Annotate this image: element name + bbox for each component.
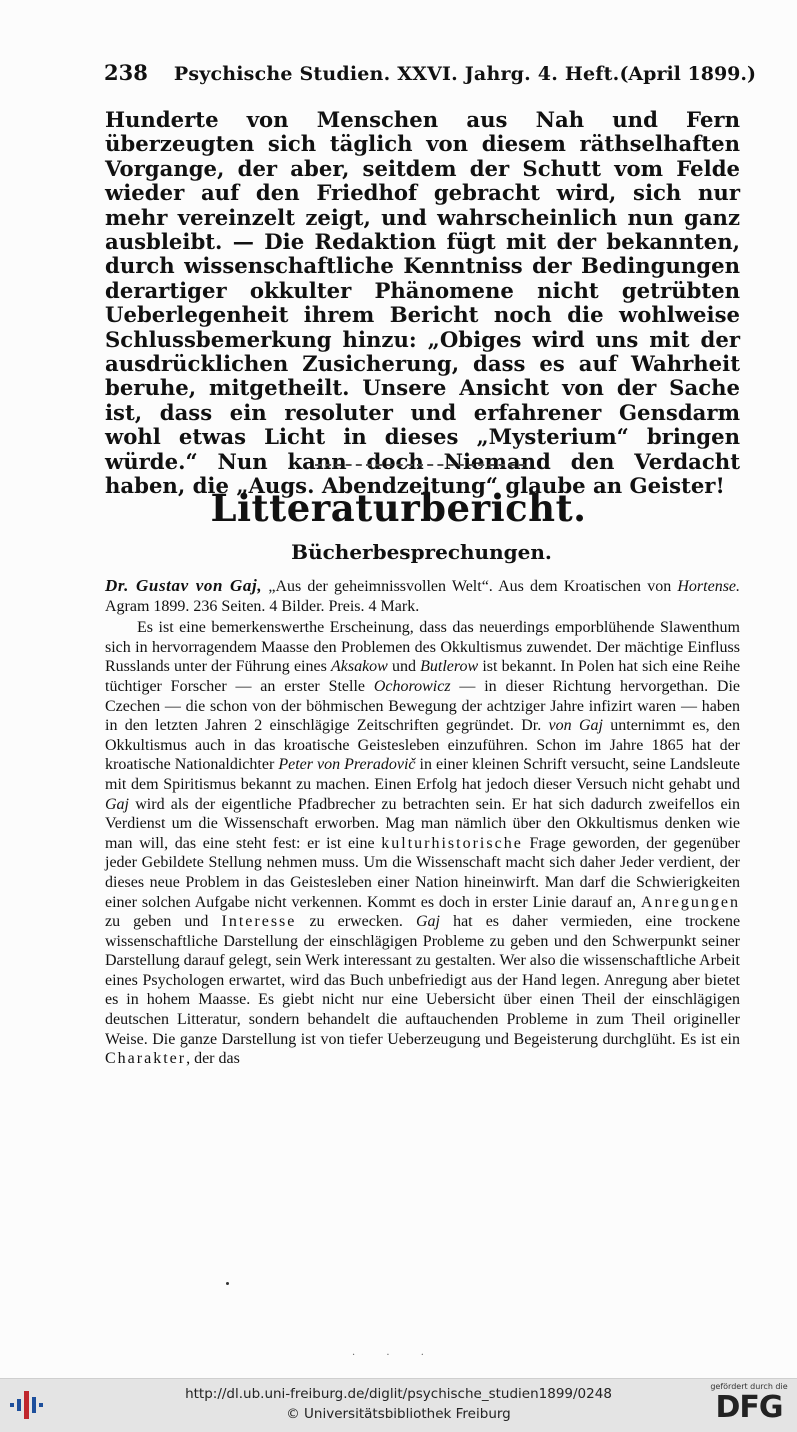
person-name: Ochorowicz [373,677,451,695]
review-text: und [391,658,416,676]
permalink-url[interactable]: http://dl.ub.uni-freiburg.de/diglit/psychische_studien1899/0248 [185,1386,612,1402]
section-divider [315,464,525,468]
review-text: hat es daher vermieden, eine trockene wissenschaftliche Darstellung der einschlägigen Probleme zu geben und den Schwerpunkt seiner Darstellung darauf gelegt, sein Werk interessant zu gestalten. Wer also die wissenschaftliche Arbeit eines Psychologen erwartet, wird das Buch unbefriedigt aus der Hand legen. Anregung aber bietet es in hohem Maasse. Es giebt nicht nur eine Uebersicht über einen Theil der einschlägigen deutschen Litteratur, sondern behandelt die auftauchenden Probleme in zum Theil origineller Weise. Die ganze Darstellung ist von tiefer Ueberzeugung und Begeisterung durchglüht. Es ist ein [105,913,741,1048]
translator-name: Hortense. [677,578,741,595]
spaced-emphasis: Charakter [105,1050,187,1068]
section-title: Litteraturbericht. [210,486,587,530]
review-text: zu erwecken. [309,913,403,931]
person-name: Peter von Preradovič [278,756,416,774]
person-name: Aksakow [330,658,388,676]
review-text: — in dieser Richtung hervorgethan. Die Czechen — die schon von der böhmischen Bewegung der achtziger Jahre infizirt waren — haben in den letzten Jahren 2 einschlägige Zeitschriften gegründet. Dr. [105,677,741,735]
book-review [105,576,740,1069]
spaced-emphasis: Interesse [221,913,297,931]
issue-date: (April 1899.) [619,63,756,85]
spaced-emphasis: kulturhistorische [381,834,523,852]
person-name: Butlerow [420,658,479,676]
review-text: Es ist eine bemerkenswerthe Erscheinung, dass das neuerdings emporblühende Slawenthum sich in hervorragendem Maasse den Problemen des Okkultismus zuwendet. Der mächtige Einfluss Russlands unter der Führung eines [105,619,740,676]
copyright-notice: © Universitätsbibliothek Freiburg [286,1406,511,1422]
review-text: zu geben und [105,913,209,931]
spaced-emphasis: Anregungen [640,893,741,911]
person-name: von Gaj [548,717,603,735]
running-header [104,60,756,85]
running-title: Psychische Studien. XXVI. Jahrg. 4. Heft. [173,63,620,85]
continued-article-text [105,108,740,499]
person-name: Gaj [105,795,129,813]
print-specks: · · · [352,1350,438,1361]
review-text: in einer kleinen Schrift versucht, seine Landsleute mit dem Spiritismus bekannt zu machen. Einen Erfolg hat jedoch dieser Versuch nicht gehabt und [105,756,741,793]
publication-details: Agram 1899. 236 Seiten. 4 Bilder. Preis. 4 Mark. [105,597,420,615]
review-body [105,618,740,1069]
dfg-logo: DFG [715,1390,783,1425]
continued-paragraph: Hunderte von Menschen aus Nah und Fern überzeugten sich täglich von diesem räthselhaften Vorgange, der aber, seitdem der Schutt vom Felde wieder auf den Friedhof gebracht wird, sich nur mehr vereinzelt zeigt, und wahrscheinlich nun ganz ausbleibt. — Die Redaktion fügt mit der bekannten, durch wissenschaftliche Kenntniss der Bedingungen derartiger okkulter Phänomene nicht getrübten Ueberlegenheit ihrem Bericht noch die wohlweise Schlussbemerkung hinzu: „Obiges wird uns mit der ausdrücklichen Zusicherung, dass es auf Wahrheit beruhe, mitgetheilt. Unsere Ansicht von der Sache ist, dass ein resoluter und erfahrener Gensdarm wohl etwas Licht in dieses „Mysterium“ bringen würde.“ Nun kann doch Niemand den Verdacht haben, die „Augs. Abendzeitung“ glaube an Geister! [105,107,740,499]
page-number: 238 [104,60,148,85]
review-text: Frage geworden, der gegenüber jeder Gebildete Stellung nehmen muss. Um die Wissenschaft macht sich daher Jeder verdient, der dieses neue Problem in das Geistesleben einer Nation hineinwirft. Man darf die Schwierigkeiten einer solchen Aufgabe nicht verkennen. Kommt es doch in erster Linie darauf an, [105,834,741,911]
book-title: „Aus der geheimnissvollen Welt“. Aus dem Kroatischen von [268,578,672,595]
review-text: , der das [186,1050,240,1068]
print-speck [226,1282,229,1285]
review-text: ist bekannt. In Polen hat sich eine Reihe tüchtiger Forscher — an erster Stelle [105,658,741,695]
review-author: Dr. Gustav von Gaj, [105,576,263,595]
bibliographic-entry [105,576,740,616]
review-text: unternimmt es, den Okkultismus auch in das kroatische Geistesleben einzuführen. Schon im Jahre 1865 hat der kroatische Nationaldichter [105,717,741,774]
review-text: wird als der eigentliche Pfadbrecher zu betrachten sein. Er hat sich dadurch zweifellos ein Verdienst um die Wissenschaft erworben. Mag man nämlich über den Okkultismus denken wie man will, das eine steht fest: er ist eine [105,795,740,852]
person-name: Gaj [416,913,440,931]
section-subtitle: Bücherbesprechungen. [291,540,552,564]
viewer-footer [0,1378,797,1432]
funder-note: gefördert durch die [710,1382,788,1391]
